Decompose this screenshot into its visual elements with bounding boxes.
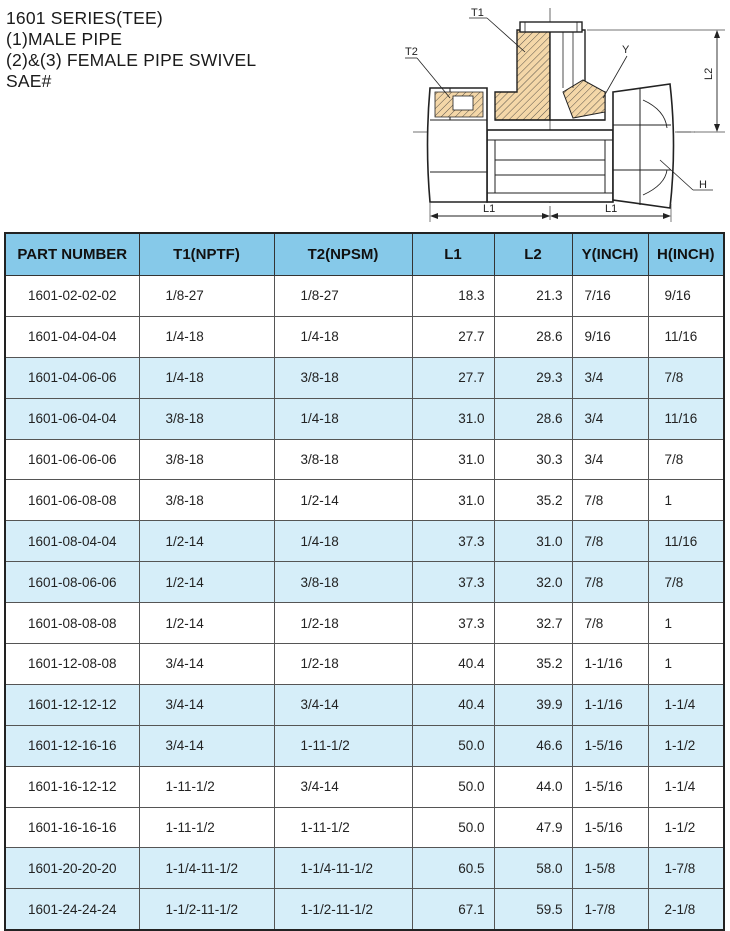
cell-t1: 3/4-14 — [139, 684, 274, 725]
cell-l1: 31.0 — [412, 480, 494, 521]
cell-h: 1 — [648, 480, 724, 521]
table-row — [5, 644, 724, 685]
cell-l1: 27.7 — [412, 316, 494, 357]
cell-l2: 39.9 — [494, 684, 572, 725]
table-row — [5, 521, 724, 562]
cell-y: 7/8 — [572, 603, 648, 644]
cell-l1: 50.0 — [412, 807, 494, 848]
cell-l2: 32.0 — [494, 562, 572, 603]
tee-fitting-drawing — [395, 0, 730, 228]
cell-h: 7/8 — [648, 562, 724, 603]
cell-h: 1 — [648, 644, 724, 685]
table-row — [5, 848, 724, 889]
cell-t1: 3/8-18 — [139, 439, 274, 480]
cell-l2: 31.0 — [494, 521, 572, 562]
cell-t1: 1/2-14 — [139, 603, 274, 644]
cell-part-number: 1601-16-16-16 — [5, 807, 139, 848]
table-row — [5, 480, 724, 521]
cell-l2: 35.2 — [494, 644, 572, 685]
cell-l1: 50.0 — [412, 766, 494, 807]
cell-y: 3/4 — [572, 357, 648, 398]
tee-fitting-diagram — [395, 0, 730, 228]
cell-y: 7/16 — [572, 276, 648, 317]
series-title: 1601 SERIES(TEE) — [6, 8, 163, 28]
cell-t1: 3/4-14 — [139, 725, 274, 766]
table-row — [5, 357, 724, 398]
label-l1-left: L1 — [483, 203, 496, 215]
cell-t1: 1-11-1/2 — [139, 766, 274, 807]
cell-h: 1-1/2 — [648, 807, 724, 848]
cell-t1: 3/8-18 — [139, 480, 274, 521]
cell-t2: 3/8-18 — [274, 439, 412, 480]
table-header-row — [5, 233, 724, 276]
cell-t2: 1-11-1/2 — [274, 725, 412, 766]
table-row — [5, 603, 724, 644]
cell-l2: 59.5 — [494, 889, 572, 930]
cell-h: 1-1/4 — [648, 766, 724, 807]
cell-l2: 21.3 — [494, 276, 572, 317]
cell-y: 1-5/16 — [572, 807, 648, 848]
header-t2: T2(NPSM) — [274, 233, 412, 276]
cell-t1: 3/4-14 — [139, 644, 274, 685]
cell-h: 7/8 — [648, 357, 724, 398]
male-pipe-thread — [520, 22, 582, 32]
cell-h: 2-1/8 — [648, 889, 724, 930]
header-l2: L2 — [494, 233, 572, 276]
label-h: H — [699, 179, 707, 191]
table-row — [5, 398, 724, 439]
cell-y: 7/8 — [572, 562, 648, 603]
table-row — [5, 889, 724, 930]
cell-h: 9/16 — [648, 276, 724, 317]
cell-l2: 47.9 — [494, 807, 572, 848]
cell-t2: 3/4-14 — [274, 684, 412, 725]
table-row — [5, 766, 724, 807]
cell-l2: 46.6 — [494, 725, 572, 766]
cell-h: 1-1/4 — [648, 684, 724, 725]
cell-t2: 1-1/4-11-1/2 — [274, 848, 412, 889]
cell-l1: 37.3 — [412, 603, 494, 644]
cell-part-number: 1601-06-08-08 — [5, 480, 139, 521]
cell-t2: 1/4-18 — [274, 521, 412, 562]
table-row — [5, 276, 724, 317]
cell-y: 7/8 — [572, 521, 648, 562]
label-l1-right: L1 — [605, 203, 618, 215]
header-t1: T1(NPTF) — [139, 233, 274, 276]
cell-h: 1-1/2 — [648, 725, 724, 766]
cell-part-number: 1601-20-20-20 — [5, 848, 139, 889]
cell-part-number: 1601-06-04-04 — [5, 398, 139, 439]
table-body — [5, 276, 724, 931]
cell-h: 7/8 — [648, 439, 724, 480]
header-y: Y(INCH) — [572, 233, 648, 276]
cell-l1: 60.5 — [412, 848, 494, 889]
cell-l2: 28.6 — [494, 398, 572, 439]
cell-t1: 1-11-1/2 — [139, 807, 274, 848]
cell-y: 1-5/16 — [572, 766, 648, 807]
cell-t2: 1/2-18 — [274, 603, 412, 644]
table-row — [5, 562, 724, 603]
cell-t1: 1/4-18 — [139, 316, 274, 357]
cell-t2: 3/8-18 — [274, 562, 412, 603]
cell-part-number: 1601-08-06-06 — [5, 562, 139, 603]
cell-part-number: 1601-24-24-24 — [5, 889, 139, 930]
label-t1: T1 — [471, 7, 484, 19]
label-l2: L2 — [703, 67, 715, 80]
cell-t1: 1/4-18 — [139, 357, 274, 398]
cell-part-number: 1601-12-08-08 — [5, 644, 139, 685]
cell-t2: 1-1/2-11-1/2 — [274, 889, 412, 930]
cell-y: 1-1/16 — [572, 684, 648, 725]
cell-t2: 1/2-18 — [274, 644, 412, 685]
cell-y: 1-5/16 — [572, 725, 648, 766]
cell-t2: 1-11-1/2 — [274, 807, 412, 848]
cell-l2: 35.2 — [494, 480, 572, 521]
cell-l1: 18.3 — [412, 276, 494, 317]
cell-l2: 30.3 — [494, 439, 572, 480]
cell-part-number: 1601-02-02-02 — [5, 276, 139, 317]
spec-table — [4, 232, 725, 931]
cell-l2: 28.6 — [494, 316, 572, 357]
cell-l2: 58.0 — [494, 848, 572, 889]
cell-l1: 37.3 — [412, 521, 494, 562]
cell-part-number: 1601-08-08-08 — [5, 603, 139, 644]
cell-y: 1-1/16 — [572, 644, 648, 685]
cell-l1: 67.1 — [412, 889, 494, 930]
cell-t2: 3/4-14 — [274, 766, 412, 807]
cell-t2: 3/8-18 — [274, 357, 412, 398]
cell-t2: 1/2-14 — [274, 480, 412, 521]
subtitle-male-pipe: (1)MALE PIPE — [6, 29, 123, 49]
body-tube — [487, 130, 613, 202]
subtitle-female-swivel: (2)&(3) FEMALE PIPE SWIVEL — [6, 50, 257, 70]
cell-l1: 31.0 — [412, 398, 494, 439]
body-section — [495, 30, 550, 120]
table-row — [5, 684, 724, 725]
cell-part-number: 1601-12-16-16 — [5, 725, 139, 766]
cell-h: 11/16 — [648, 521, 724, 562]
cell-y: 3/4 — [572, 439, 648, 480]
cell-l1: 40.4 — [412, 644, 494, 685]
cell-l2: 32.7 — [494, 603, 572, 644]
cell-l1: 27.7 — [412, 357, 494, 398]
cell-t1: 1/2-14 — [139, 521, 274, 562]
cell-part-number: 1601-12-12-12 — [5, 684, 139, 725]
cell-y: 7/8 — [572, 480, 648, 521]
cell-part-number: 1601-16-12-12 — [5, 766, 139, 807]
label-t2: T2 — [405, 46, 418, 58]
cell-part-number: 1601-04-06-06 — [5, 357, 139, 398]
header-h: H(INCH) — [648, 233, 724, 276]
header-l1: L1 — [412, 233, 494, 276]
cell-h: 11/16 — [648, 398, 724, 439]
header-part-number: PART NUMBER — [5, 233, 139, 276]
cell-h: 1 — [648, 603, 724, 644]
table-row — [5, 725, 724, 766]
cell-t1: 1/2-14 — [139, 562, 274, 603]
cell-t1: 1-1/2-11-1/2 — [139, 889, 274, 930]
cell-l2: 29.3 — [494, 357, 572, 398]
cell-y: 1-5/8 — [572, 848, 648, 889]
cell-l1: 31.0 — [412, 439, 494, 480]
cell-t1: 3/8-18 — [139, 398, 274, 439]
cell-l2: 44.0 — [494, 766, 572, 807]
cell-t1: 1-1/4-11-1/2 — [139, 848, 274, 889]
title-block — [6, 8, 336, 92]
subtitle-sae: SAE# — [6, 71, 52, 91]
right-swivel-nut — [613, 84, 674, 208]
cell-t1: 1/8-27 — [139, 276, 274, 317]
cell-l1: 40.4 — [412, 684, 494, 725]
cell-l1: 50.0 — [412, 725, 494, 766]
cell-h: 11/16 — [648, 316, 724, 357]
cell-t2: 1/4-18 — [274, 398, 412, 439]
cell-l1: 37.3 — [412, 562, 494, 603]
cell-t2: 1/4-18 — [274, 316, 412, 357]
cell-part-number: 1601-08-04-04 — [5, 521, 139, 562]
cell-part-number: 1601-06-06-06 — [5, 439, 139, 480]
table-row — [5, 439, 724, 480]
cell-t2: 1/8-27 — [274, 276, 412, 317]
cell-part-number: 1601-04-04-04 — [5, 316, 139, 357]
label-y: Y — [622, 44, 630, 56]
cell-y: 9/16 — [572, 316, 648, 357]
cell-y: 3/4 — [572, 398, 648, 439]
cell-y: 1-7/8 — [572, 889, 648, 930]
table-row — [5, 807, 724, 848]
cell-h: 1-7/8 — [648, 848, 724, 889]
table-row — [5, 316, 724, 357]
